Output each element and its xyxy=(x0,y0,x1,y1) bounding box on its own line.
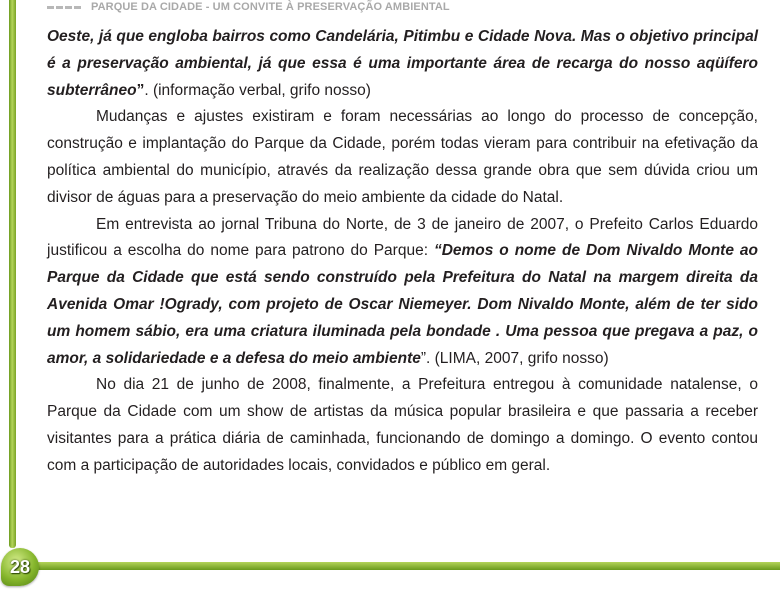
citation: ”. (LIMA, 2007, grifo nosso) xyxy=(420,349,609,367)
quote-text: Oeste, já que engloba bairros como Candelária, Pitimbu e Cidade Nova. Mas o objetivo principal é a preservação ambiental, já que essa é uma importante área de recarga do nosso aqüífero subterrâneo xyxy=(47,28,758,99)
interview-intro: Em entrevista ao jornal Tribuna do Norte, de 3 de janeiro de 2007, o Prefeito Carlos Eduardo justificou a escolha do nome para patrono do Parque: xyxy=(47,215,758,260)
header-title: PARQUE DA CIDADE - UM CONVITE À PRESERVAÇÃO AMBIENTAL xyxy=(91,1,450,13)
paragraph-interview xyxy=(47,212,758,373)
quote-text: “Demos o nome de Dom Nivaldo Monte ao Parque da Cidade que está sendo construído pela Prefeitura do Natal na margem direita da Avenida Omar !Ogrady, com projeto de Oscar Niemeyer. Dom Nivaldo Monte, além de ter sido um homem sábio, era uma criatura iluminada pela bondade . Uma pessoa que pregava a paz, o amor, a solidariedade e a defesa do meio ambiente xyxy=(47,242,758,367)
header-dash-mark xyxy=(47,6,81,9)
left-decorative-bar xyxy=(9,0,16,548)
paragraph: No dia 21 de junho de 2008, finalmente, a Prefeitura entregou à comunidade natalense, o Parque da Cidade com um show de artistas da música popular brasileira e que passaria a receber visitantes para a prática diária de caminhada, funcionando de domingo a domingo. O evento contou com a participação de autoridades locais, convidados e público em geral. xyxy=(47,376,758,474)
page-number-badge xyxy=(1,548,39,586)
bottom-decorative-bar xyxy=(14,562,780,570)
body-text xyxy=(47,24,758,480)
quote-close-mark: ” xyxy=(136,81,145,99)
running-header xyxy=(47,0,450,14)
paragraph-quote-continuation xyxy=(47,24,758,104)
paragraph: Mudanças e ajustes existiram e foram necessárias ao longo do processo de concepção, construção e implantação do Parque da Cidade, porém todas vieram para contribuir na efetivação da política ambiental do município, através da realização dessa grande obra que sem dúvida criou um divisor de águas para a preservação do meio ambiente da cidade do Natal. xyxy=(47,108,758,206)
citation: . (informação verbal, grifo nosso) xyxy=(144,81,371,99)
page-number: 28 xyxy=(9,557,31,577)
